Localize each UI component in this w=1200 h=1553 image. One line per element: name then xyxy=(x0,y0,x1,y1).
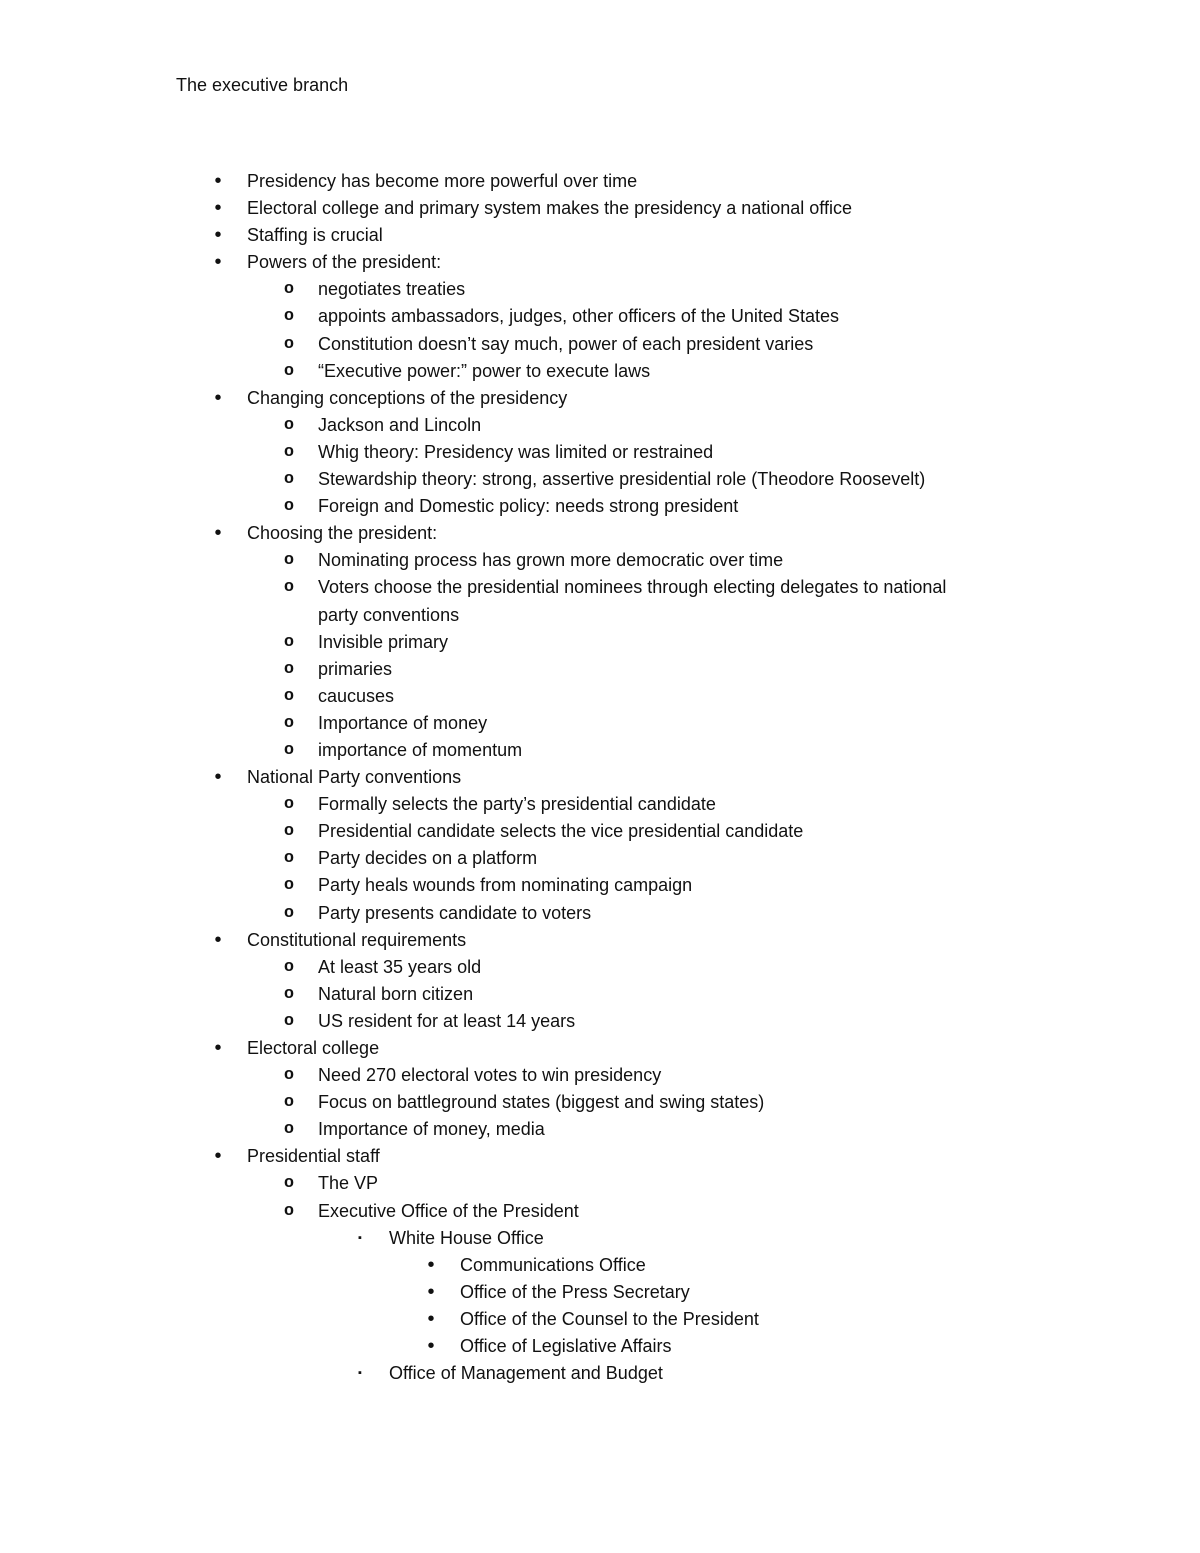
sub-bullet-text: appoints ambassadors, judges, other officers of the United States xyxy=(318,306,839,327)
sub-bullet-text: Nominating process has grown more democratic over time xyxy=(318,550,784,571)
square-bullet-marker: ▪ xyxy=(358,1367,362,1380)
sub-bullet-text: Jackson and Lincoln xyxy=(318,414,482,435)
sub-bullet-text: Foreign and Domestic policy: needs strong president xyxy=(318,496,739,517)
bullet-marker: • xyxy=(214,224,222,247)
bullet-item xyxy=(0,1035,1200,1062)
sub-bullet-item xyxy=(0,574,1200,601)
sub-bullet-item xyxy=(0,683,1200,710)
sub-bullet-text: Importance of money xyxy=(318,712,488,733)
outline-list xyxy=(0,168,1200,1387)
sub-bullet-item xyxy=(0,656,1200,683)
level4-bullet-marker: • xyxy=(427,1307,435,1330)
bullet-text: Presidency has become more powerful over time xyxy=(247,171,638,191)
sub-bullet-marker: o xyxy=(283,659,295,679)
sub-bullet-item xyxy=(0,412,1200,439)
bullet-text: Choosing the president: xyxy=(247,523,438,544)
sub-bullet-item xyxy=(0,331,1200,358)
sub-bullet-marker: o xyxy=(283,903,295,923)
sub-bullet-text: party conventions xyxy=(318,604,460,625)
sub-bullet-marker: o xyxy=(283,822,295,842)
sub-bullet-text: Need 270 electoral votes to win presidency xyxy=(318,1065,662,1086)
sub-bullet-marker: o xyxy=(283,740,295,760)
bullet-marker: • xyxy=(214,170,222,192)
sub-bullet-marker: o xyxy=(283,1093,295,1113)
level4-bullet-item xyxy=(0,1252,1200,1279)
sub-sub-bullet-text: White House Office xyxy=(389,1227,544,1248)
sub-bullet-marker: o xyxy=(283,1174,295,1194)
level4-bullet-marker: • xyxy=(427,1253,435,1276)
sub-bullet-text: importance of momentum xyxy=(318,739,523,760)
bullet-text: Changing conceptions of the presidency xyxy=(247,387,568,408)
level4-bullet-marker: • xyxy=(427,1280,435,1303)
level4-bullet-item xyxy=(0,1306,1200,1333)
sub-bullet-text: Party presents candidate to voters xyxy=(318,902,592,923)
sub-bullet-item xyxy=(0,303,1200,330)
sub-bullet-text: Presidential candidate selects the vice presidential candidate xyxy=(318,821,804,842)
bullet-marker: • xyxy=(214,1037,222,1059)
sub-bullet-marker: o xyxy=(283,415,295,435)
level4-bullet-text: Office of the Counsel to the President xyxy=(460,1308,759,1329)
sub-bullet-marker: o xyxy=(283,307,295,327)
sub-bullet-item xyxy=(0,710,1200,737)
sub-bullet-item xyxy=(0,818,1200,845)
sub-bullet-text: “Executive power:” power to execute laws xyxy=(318,360,651,381)
sub-bullet-item xyxy=(0,1198,1200,1225)
level4-bullet-text: Communications Office xyxy=(460,1254,646,1275)
sub-bullet-text: Voters choose the presidential nominees through electing delegates to national xyxy=(318,577,947,598)
sub-bullet-marker: o xyxy=(283,1066,295,1086)
sub-bullet-marker: o xyxy=(283,470,295,490)
sub-bullet-marker: o xyxy=(283,442,295,462)
sub-bullet-item xyxy=(0,1062,1200,1089)
sub-bullet-text: Constitution doesn’t say much, power of each president varies xyxy=(318,333,814,354)
sub-bullet-marker: o xyxy=(283,361,295,381)
bullet-item xyxy=(0,249,1200,276)
sub-bullet-text: Stewardship theory: strong, assertive presidential role (Theodore Roosevelt) xyxy=(318,469,926,490)
sub-bullet-item xyxy=(0,981,1200,1008)
bullet-item xyxy=(0,764,1200,791)
level4-bullet-text: Office of the Press Secretary xyxy=(460,1281,690,1302)
sub-bullet-item xyxy=(0,1008,1200,1035)
sub-bullet-continuation xyxy=(0,602,1200,629)
sub-bullet-text: negotiates treaties xyxy=(318,279,466,300)
bullet-text: Staffing is crucial xyxy=(247,225,383,246)
bullet-marker: • xyxy=(214,386,222,409)
sub-bullet-text: Formally selects the party’s presidential candidate xyxy=(318,794,716,815)
bullet-item xyxy=(0,927,1200,954)
sub-bullet-marker: o xyxy=(283,280,295,300)
bullet-text: Electoral college and primary system makes the presidency a national office xyxy=(247,198,852,219)
sub-bullet-item xyxy=(0,954,1200,981)
sub-bullet-item xyxy=(0,1089,1200,1116)
sub-bullet-marker: o xyxy=(283,1011,295,1031)
bullet-text: Electoral college xyxy=(247,1038,380,1058)
bullet-marker: • xyxy=(214,928,222,951)
sub-bullet-item xyxy=(0,493,1200,520)
level4-bullet-text: Office of Legislative Affairs xyxy=(460,1336,672,1357)
sub-bullet-marker: o xyxy=(283,876,295,896)
level4-bullet-item xyxy=(0,1333,1200,1360)
sub-bullet-text: Party heals wounds from nominating campaign xyxy=(318,875,693,896)
sub-bullet-marker: o xyxy=(283,984,295,1004)
bullet-item xyxy=(0,168,1200,195)
sub-bullet-text: The VP xyxy=(318,1173,379,1194)
sub-bullet-marker: o xyxy=(283,632,295,652)
sub-bullet-item xyxy=(0,845,1200,872)
sub-bullet-item xyxy=(0,547,1200,574)
sub-bullet-item xyxy=(0,629,1200,656)
sub-bullet-item xyxy=(0,439,1200,466)
bullet-marker: • xyxy=(214,522,222,545)
bullet-marker: • xyxy=(214,251,222,274)
sub-bullet-text: Whig theory: Presidency was limited or restrained xyxy=(318,441,714,462)
sub-bullet-item xyxy=(0,466,1200,493)
level4-bullet-marker: • xyxy=(427,1335,435,1358)
sub-bullet-marker: o xyxy=(283,849,295,869)
bullet-item xyxy=(0,385,1200,412)
sub-bullet-item xyxy=(0,1116,1200,1143)
sub-bullet-marker: o xyxy=(283,713,295,733)
bullet-marker: • xyxy=(214,766,222,789)
sub-bullet-text: Party decides on a platform xyxy=(318,848,538,869)
sub-bullet-marker: o xyxy=(283,551,295,571)
sub-bullet-text: At least 35 years old xyxy=(318,956,482,977)
level4-bullet-item xyxy=(0,1279,1200,1306)
sub-bullet-marker: o xyxy=(283,686,295,706)
sub-bullet-marker: o xyxy=(283,795,295,815)
sub-bullet-marker: o xyxy=(283,957,295,977)
sub-bullet-marker: o xyxy=(283,1120,295,1140)
sub-bullet-text: Natural born citizen xyxy=(318,983,474,1004)
sub-bullet-text: primaries xyxy=(318,658,393,679)
sub-bullet-item xyxy=(0,1170,1200,1197)
sub-bullet-marker: o xyxy=(283,497,295,517)
sub-bullet-item xyxy=(0,791,1200,818)
sub-bullet-text: Executive Office of the President xyxy=(318,1200,579,1221)
bullet-text: Powers of the president: xyxy=(247,252,442,273)
sub-bullet-marker: o xyxy=(283,1201,295,1221)
sub-bullet-text: Importance of money, media xyxy=(318,1119,545,1140)
bullet-item xyxy=(0,222,1200,249)
sub-bullet-text: Focus on battleground states (biggest and swing states) xyxy=(318,1092,765,1113)
square-bullet-marker: ▪ xyxy=(358,1231,362,1244)
bullet-item xyxy=(0,520,1200,547)
sub-bullet-text: Invisible primary xyxy=(318,631,449,652)
sub-bullet-marker: o xyxy=(283,578,295,598)
sub-sub-bullet-item xyxy=(0,1360,1200,1387)
bullet-text: Constitutional requirements xyxy=(247,929,467,950)
sub-bullet-item xyxy=(0,737,1200,764)
sub-bullet-marker: o xyxy=(283,334,295,354)
sub-bullet-text: US resident for at least 14 years xyxy=(318,1010,576,1031)
bullet-marker: • xyxy=(214,1145,222,1168)
sub-sub-bullet-item xyxy=(0,1225,1200,1252)
sub-bullet-text: caucuses xyxy=(318,685,395,706)
bullet-item xyxy=(0,1143,1200,1170)
bullet-text: Presidential staff xyxy=(247,1146,380,1167)
sub-bullet-item xyxy=(0,900,1200,927)
sub-bullet-item xyxy=(0,358,1200,385)
sub-bullet-item xyxy=(0,276,1200,303)
sub-bullet-item xyxy=(0,872,1200,899)
bullet-item xyxy=(0,195,1200,222)
sub-sub-bullet-text: Office of Management and Budget xyxy=(389,1363,663,1384)
document-title: The executive branch xyxy=(176,75,349,95)
bullet-marker: • xyxy=(214,197,222,220)
bullet-text: National Party conventions xyxy=(247,767,462,788)
